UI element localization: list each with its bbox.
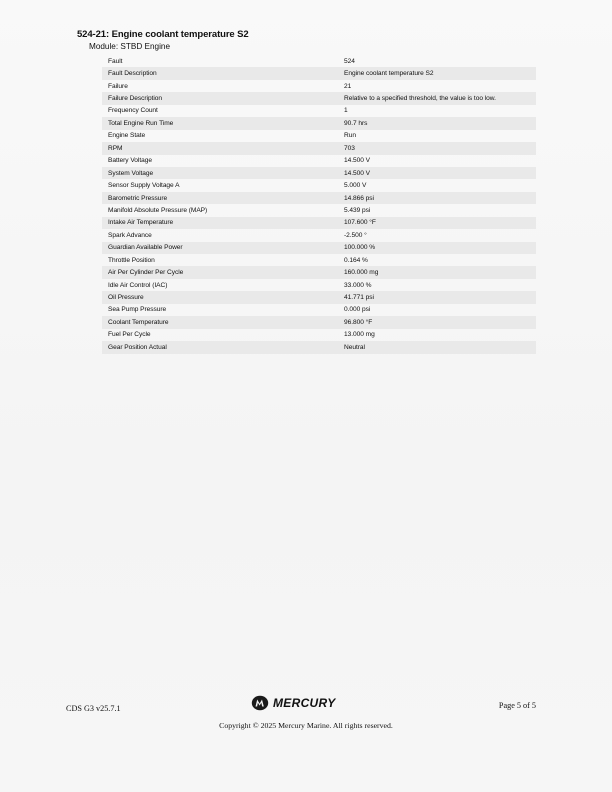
table-row [102,316,536,328]
table-row [102,80,536,92]
row-label: Throttle Position [108,256,155,264]
row-label: Air Per Cylinder Per Cycle [108,269,184,277]
table-row [102,67,536,79]
row-value: 0.164 % [344,256,368,264]
row-label: Sensor Supply Voltage A [108,182,180,190]
page-number: Page 5 of 5 [498,701,536,710]
row-label: Failure Description [108,95,163,103]
row-value: 1 [344,107,348,115]
row-value: 107.600 °F [344,219,376,227]
row-label: System Voltage [108,169,154,177]
fault-title: 524-21: Engine coolant temperature S2 [77,29,249,40]
table-row [102,266,536,278]
row-label: Frequency Count [108,107,158,115]
brand-logo [251,695,336,711]
row-value: 14.500 V [344,157,370,165]
row-value: 5.439 psi [344,206,371,214]
row-value: Run [344,132,356,140]
row-value: 21 [344,82,352,90]
table-row [102,55,536,67]
row-label: RPM [108,144,123,152]
row-label: Battery Voltage [108,157,152,165]
table-row [102,142,536,154]
row-value: 90.7 hrs [344,119,368,127]
table-row [102,217,536,229]
row-value: 703 [344,144,355,152]
table-row [102,204,536,216]
row-value: Engine coolant temperature S2 [344,70,434,78]
row-label: Idle Air Control (IAC) [108,281,168,289]
table-row [102,105,536,117]
fault-data-table [102,55,536,354]
row-value: 14.866 psi [344,194,374,202]
row-value: Neutral [344,343,365,351]
row-label: Manifold Absolute Pressure (MAP) [108,206,208,214]
row-value: 100.000 % [344,244,376,252]
table-row [102,117,536,129]
row-value: 5.000 V [344,182,367,190]
table-row [102,192,536,204]
row-value: 524 [344,57,355,65]
table-row [102,254,536,266]
table-row [102,242,536,254]
row-label: Spark Advance [108,231,152,239]
table-row [102,341,536,353]
table-row [102,291,536,303]
row-value: 13.000 mg [344,331,375,339]
row-label: Engine State [108,132,146,140]
row-label: Sea Pump Pressure [108,306,167,314]
row-label: Intake Air Temperature [108,219,174,227]
row-label: Total Engine Run Time [108,119,174,127]
row-value: 160.000 mg [344,269,379,277]
row-value: -2.500 ° [344,231,367,239]
row-value: 0.000 psi [344,306,371,314]
module-label: Module: STBD Engine [89,42,171,51]
table-row [102,229,536,241]
row-value: 41.771 psi [344,294,374,302]
table-row [102,329,536,341]
row-label: Guardian Available Power [108,244,183,252]
table-row [102,279,536,291]
row-label: Fault Description [108,70,157,78]
row-label: Barometric Pressure [108,194,168,202]
row-label: Oil Pressure [108,294,144,302]
logo-wordmark: MERCURY [273,696,336,710]
row-label: Coolant Temperature [108,318,169,326]
row-value: 96.800 °F [344,318,373,326]
table-row [102,179,536,191]
copyright-notice: Copyright © 2025 Mercury Marine. All rights reserved. [219,721,393,730]
table-row [102,167,536,179]
table-row [102,155,536,167]
row-label: Failure [108,82,128,90]
table-row [102,304,536,316]
table-row [102,92,536,104]
software-version: CDS G3 v25.7.1 [66,704,121,713]
row-label: Fuel Per Cycle [108,331,151,339]
mercury-logo-icon [251,695,269,711]
table-row [102,130,536,142]
row-value: Relative to a specified threshold, the value is too low. [344,95,496,103]
row-label: Gear Position Actual [108,343,167,351]
row-label: Fault [108,57,123,65]
row-value: 33.000 % [344,281,372,289]
row-value: 14.500 V [344,169,370,177]
